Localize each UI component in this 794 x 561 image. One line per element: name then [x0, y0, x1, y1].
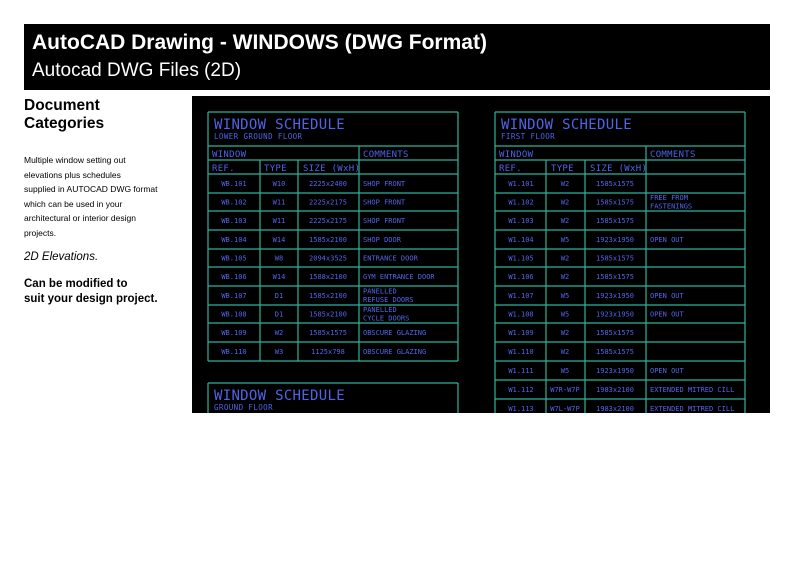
cell-comment: ENTRANCE DOOR	[363, 254, 418, 263]
cell-ref: W1.101	[508, 180, 534, 188]
schedule-subtitle: LOWER GROUND FLOOR	[214, 132, 303, 141]
cell-comment: GYM ENTRANCE DOOR	[363, 273, 435, 281]
cell-ref: W1.109	[508, 329, 534, 337]
cell-ref: WB.105	[221, 254, 247, 263]
cell-type: W5	[560, 236, 570, 244]
cell-ref: W1.104	[508, 236, 534, 244]
cell-ref: WB.109	[221, 329, 247, 337]
page-subtitle: Autocad DWG Files (2D)	[32, 60, 242, 81]
schedule-subtitle: GROUND FLOOR	[214, 403, 273, 412]
cell-comment: CYCLE DOORS	[363, 314, 410, 323]
cell-type: W2	[560, 217, 570, 225]
cell-size: 1125x798	[311, 348, 345, 356]
cell-comment: FASTENINGS	[650, 202, 693, 211]
cell-size: 2225x2175	[309, 198, 347, 207]
col-ref-header: REF.	[499, 164, 522, 174]
schedule-subtitle: FIRST FLOOR	[501, 132, 556, 141]
cell-type: D1	[274, 310, 284, 319]
schedule-ground-floor	[208, 383, 458, 413]
cell-ref: WB.101	[221, 180, 247, 188]
cell-comment: REFUSE DOORS	[363, 296, 414, 304]
description-panel	[24, 97, 184, 307]
cell-size: 1585x1575	[596, 329, 634, 337]
cell-ref: W1.113	[508, 405, 534, 413]
col-comments-header: COMMENTS	[650, 150, 696, 160]
cell-ref: W1.112	[508, 386, 534, 394]
cell-comment: FREE FROM	[650, 194, 688, 202]
cell-ref: WB.104	[221, 236, 247, 244]
cell-size: 1585x1575	[309, 329, 347, 337]
page-header	[24, 24, 770, 90]
cell-comment: EXTENDED MITRED CILL	[650, 405, 735, 413]
schedule-first-floor	[495, 112, 745, 413]
cell-size: 1923x1950	[596, 310, 634, 319]
cell-size: 1585x1575	[596, 348, 634, 356]
col-group-header: WINDOW	[499, 150, 534, 160]
cell-type: W10	[272, 180, 286, 188]
page-title: AutoCAD Drawing - WINDOWS (DWG Format)	[32, 31, 487, 54]
cell-ref: WB.106	[221, 273, 247, 281]
cell-type: W2	[560, 348, 570, 356]
schedule-drawing	[192, 96, 770, 413]
cell-size: 1585x1575	[596, 254, 634, 263]
schedule-lower-ground	[208, 112, 458, 361]
cell-comment: PANELLED	[363, 306, 397, 314]
cell-ref: W1.106	[508, 273, 534, 281]
cell-type: W11	[272, 217, 286, 225]
cell-ref: W1.110	[508, 348, 534, 356]
cell-type: W5	[560, 367, 570, 375]
cell-ref: W1.102	[508, 198, 534, 207]
cell-size: 1983x2100	[596, 386, 634, 394]
elevations-note: 2D Elevations.	[24, 250, 99, 263]
cell-comment: OPEN OUT	[650, 236, 684, 244]
description-text: Multiple window setting out elevations plus schedules supplied in AUTOCAD DWG format which can be used in your architectural or interior design projects.	[24, 155, 158, 238]
cad-drawing-preview	[192, 96, 770, 413]
cell-ref: W1.105	[508, 254, 534, 263]
col-comments-header: COMMENTS	[363, 150, 409, 160]
cell-comment: OBSCURE GLAZING	[363, 329, 427, 337]
cell-type: W2	[560, 198, 570, 207]
cell-type: W2	[274, 329, 284, 337]
cell-type: W2	[560, 254, 570, 263]
cell-comment: OPEN OUT	[650, 310, 684, 319]
cell-comment: OPEN OUT	[650, 367, 684, 375]
cell-type: W7L-W7P	[550, 405, 580, 413]
cell-ref: WB.107	[221, 292, 247, 300]
cell-comment: SHOP DOOR	[363, 236, 401, 244]
cell-type: W11	[272, 198, 286, 207]
col-group-header: WINDOW	[212, 150, 247, 160]
cell-size: 1983x2100	[596, 405, 634, 413]
cell-comment: PANELLED	[363, 287, 397, 296]
cell-size: 1923x1950	[596, 367, 634, 375]
cell-ref: WB.108	[221, 310, 247, 319]
cell-size: 1585x1575	[596, 273, 634, 281]
cell-comment: OPEN OUT	[650, 292, 684, 300]
col-ref-header: REF.	[212, 164, 235, 174]
cell-comment: SHOP FRONT	[363, 217, 406, 225]
cell-size: 1585x2100	[309, 292, 347, 300]
cell-size: 1585x2100	[309, 310, 347, 319]
cell-type: W14	[272, 273, 286, 281]
cell-type: D1	[274, 292, 284, 300]
col-type-header: TYPE	[551, 164, 574, 174]
section-heading: Document Categories	[24, 97, 105, 132]
schedule-title: WINDOW SCHEDULE	[214, 388, 345, 404]
cell-size: 1585x1575	[596, 198, 634, 207]
cell-type: W7R-W7P	[550, 386, 580, 394]
col-size-header: SIZE (WxH)	[303, 164, 361, 174]
cell-type: W2	[560, 180, 570, 188]
cell-ref: W1.108	[508, 310, 534, 319]
cell-comment: SHOP FRONT	[363, 198, 406, 207]
schedule-title: WINDOW SCHEDULE	[501, 117, 632, 133]
cell-type: W8	[274, 254, 284, 263]
cell-size: 1585x1575	[596, 180, 634, 188]
cell-type: W2	[560, 329, 570, 337]
cell-size: 2225x2175	[309, 217, 347, 225]
cell-ref: WB.102	[221, 198, 247, 207]
cell-comment: OBSCURE GLAZING	[363, 348, 427, 356]
cell-size: 1923x1950	[596, 236, 634, 244]
cell-ref: WB.103	[221, 217, 247, 225]
cell-ref: WB.110	[221, 348, 247, 356]
cell-comment: SHOP FRONT	[363, 180, 406, 188]
cell-size: 2094x3525	[309, 254, 347, 263]
cell-type: W2	[560, 273, 570, 281]
cell-type: W3	[274, 348, 284, 356]
cell-type: W5	[560, 310, 570, 319]
cell-size: 1585x1575	[596, 217, 634, 225]
cell-ref: W1.103	[508, 217, 534, 225]
cell-comment: EXTENDED MITRED CILL	[650, 386, 735, 394]
cell-size: 1923x1950	[596, 292, 634, 300]
cell-ref: W1.111	[508, 367, 534, 375]
cell-type: W14	[272, 236, 286, 244]
modify-note: Can be modified to suit your design project.	[24, 277, 158, 305]
cell-size: 1588x2100	[309, 273, 347, 281]
col-size-header: SIZE (WxH)	[590, 164, 648, 174]
cell-size: 1585x2100	[309, 236, 347, 244]
col-type-header: TYPE	[264, 164, 287, 174]
cell-type: W5	[560, 292, 570, 300]
cell-size: 2225x2400	[309, 180, 347, 188]
cell-ref: W1.107	[508, 292, 534, 300]
schedule-title: WINDOW SCHEDULE	[214, 117, 345, 133]
